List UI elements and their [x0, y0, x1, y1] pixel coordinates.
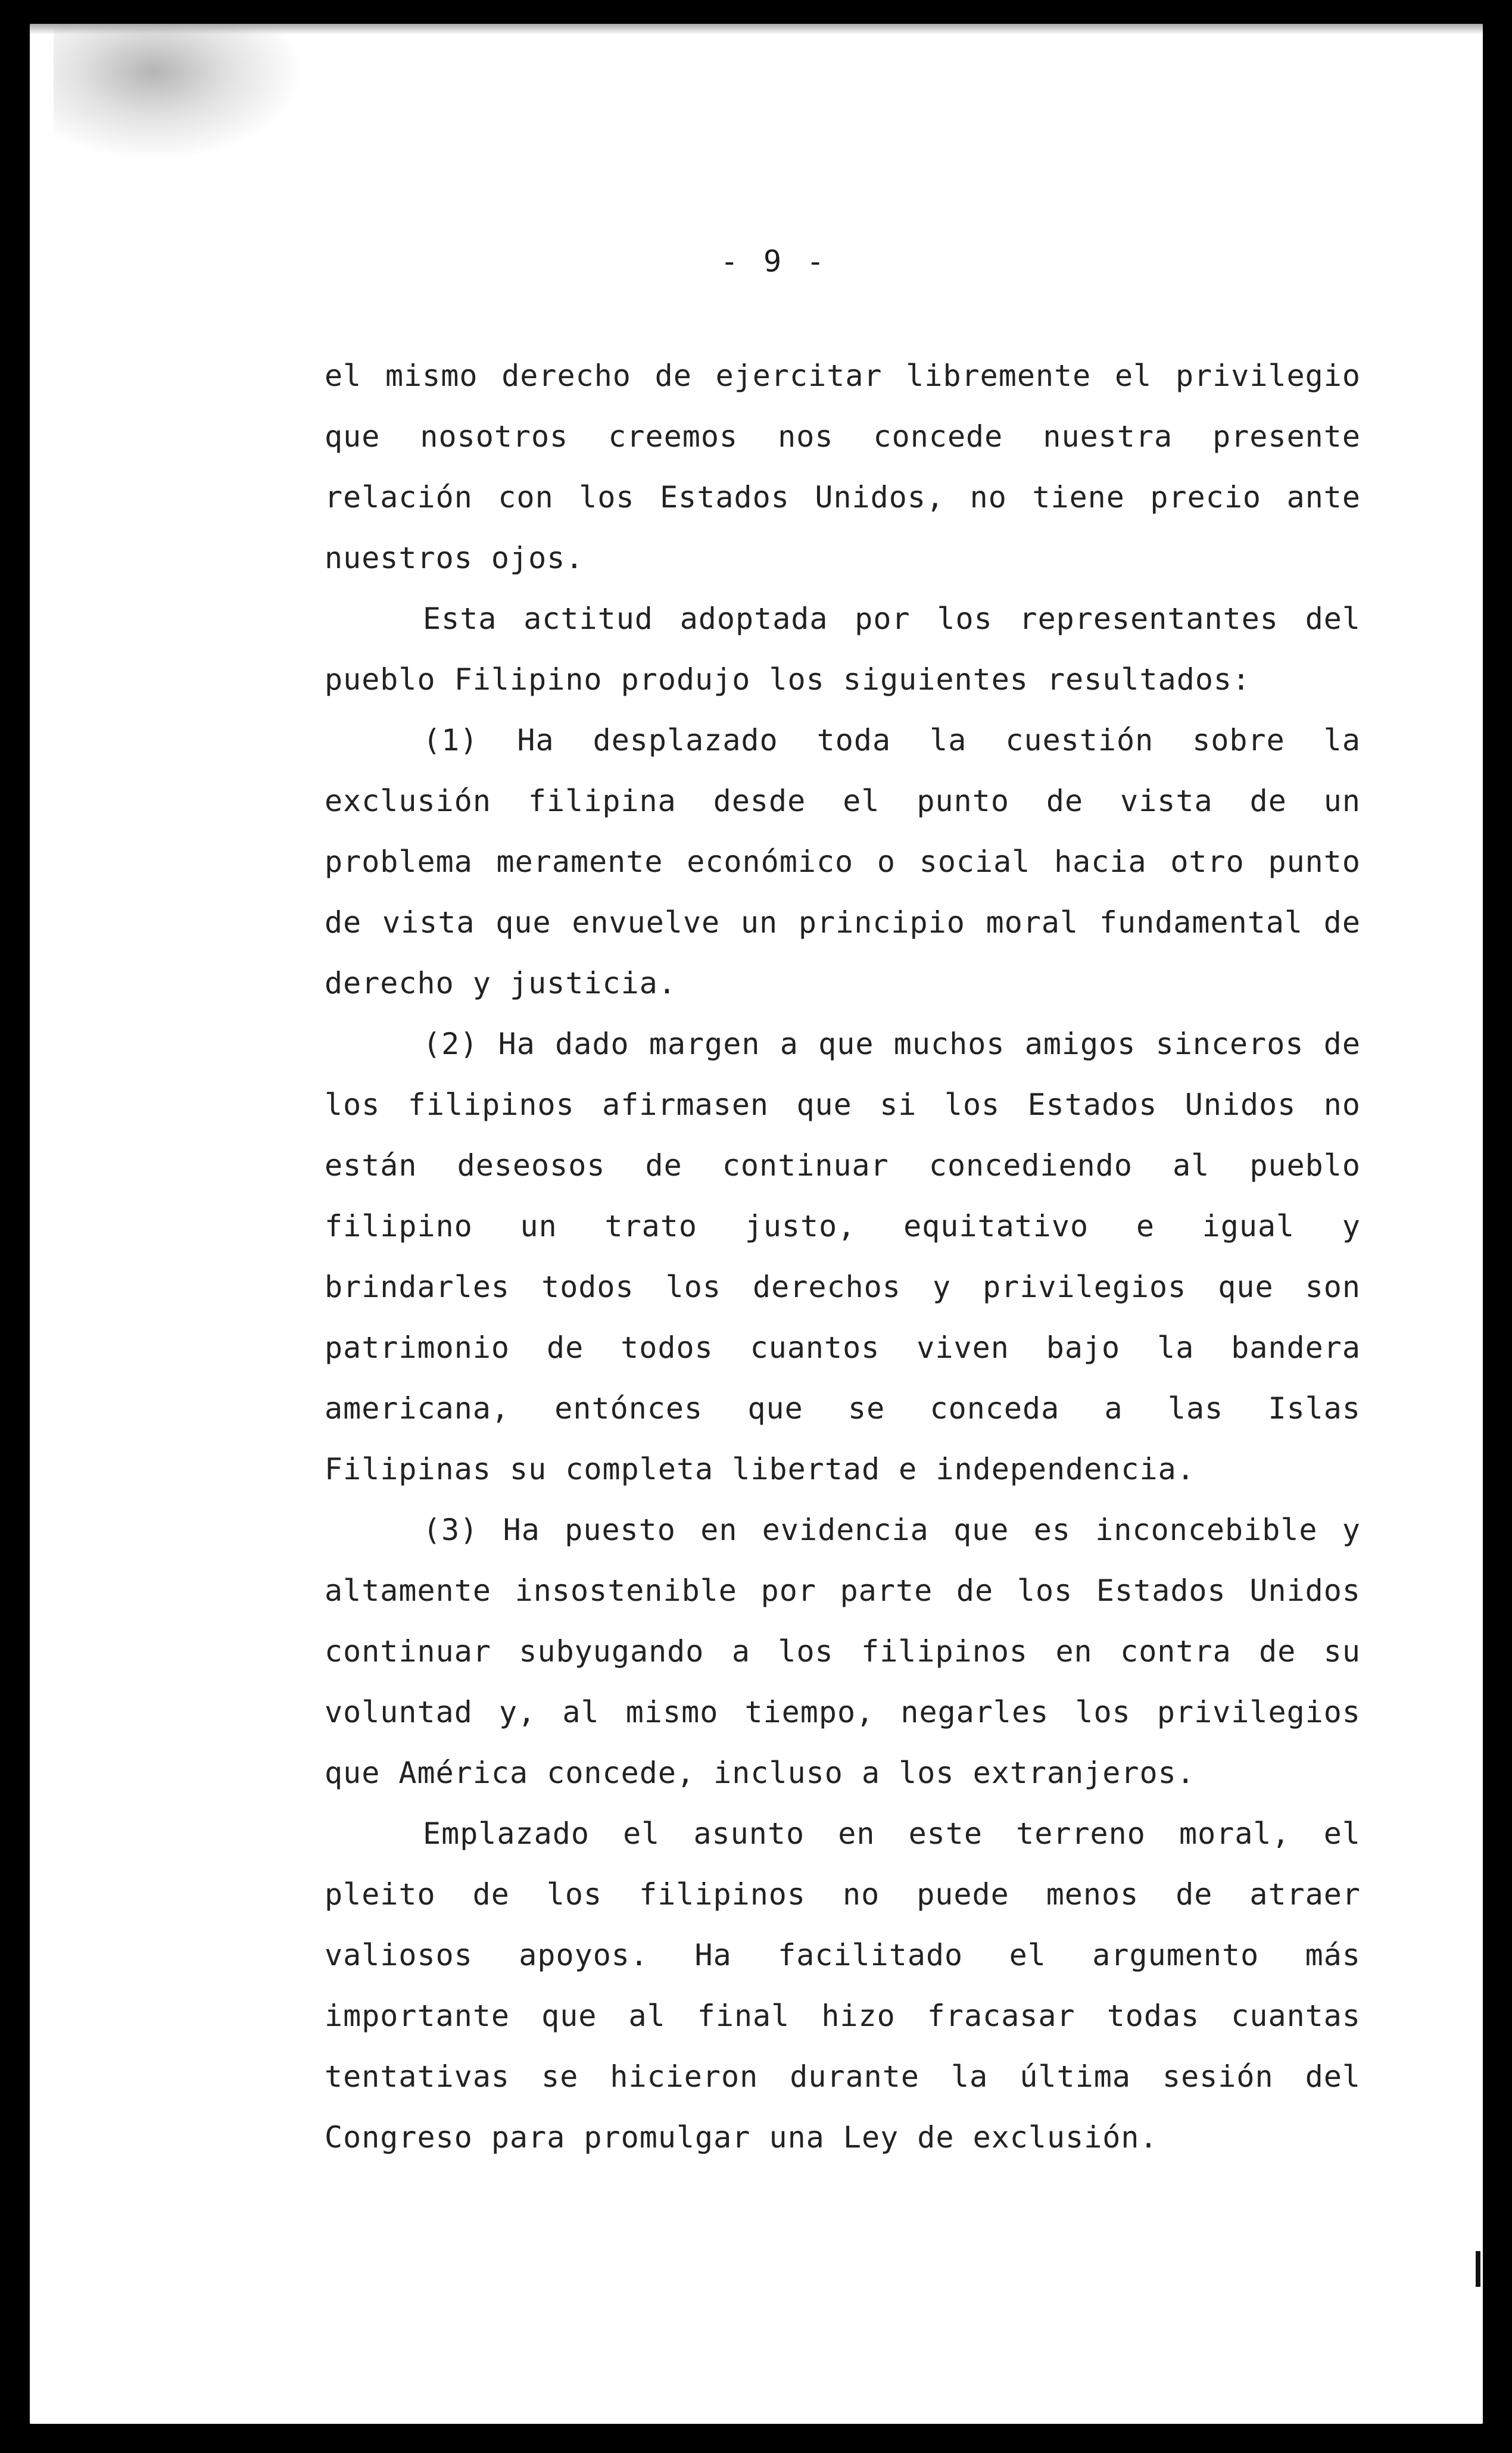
paragraph-3: (1) Ha desplazado toda la cuestión sobre la exclusión filipina desde el punto de vista de un problema meramente económico o social hacia otro punto de vista que envuelve un principio moral fundamental de derecho y justicia.	[325, 723, 1361, 1000]
page-number: - 9 -	[720, 244, 828, 279]
paragraph-5: (3) Ha puesto en evidencia que es inconcebible y altamente insostenible por parte de los Estados Unidos continuar subyugando a los filipinos en contra de su voluntad y, al mismo tiempo, negarles los privilegios que América concede, incluso a los extranjeros.	[325, 1513, 1361, 1790]
paragraph-1: el mismo derecho de ejercitar libremente el privilegio que nosotros creemos nos concede nuestra presente relación con los Estados Unidos, no tiene precio ante nuestros ojos.	[325, 359, 1361, 575]
scan-edge-mark	[1476, 2251, 1480, 2287]
paragraph-4: (2) Ha dado margen a que muchos amigos sinceros de los filipinos afirmasen que si los Estados Unidos no están deseosos de continuar concediendo al pueblo filipino un trato justo, equitativo e igual y brindarles todos los derechos y privilegios que son patrimonio de todos cuantos viven bajo la bandera americana, entónces que se conceda a las Islas Filipinas su completa libertad e independencia.	[325, 1027, 1361, 1486]
paragraph-2: Esta actitud adoptada por los representantes del pueblo Filipino produjo los siguientes resultados:	[325, 601, 1361, 697]
paragraph-6: Emplazado el asunto en este terreno moral, el pleito de los filipinos no puede menos de atraer valiosos apoyos. Ha facilitado el argumento más importante que al final hizo fracasar todas cuantas tentativas se hicieron durante la última sesión del Congreso para promulgar una Ley de exclusión.	[325, 1816, 1361, 2155]
scan-smudge	[54, 24, 304, 161]
document-body	[325, 345, 1361, 2168]
